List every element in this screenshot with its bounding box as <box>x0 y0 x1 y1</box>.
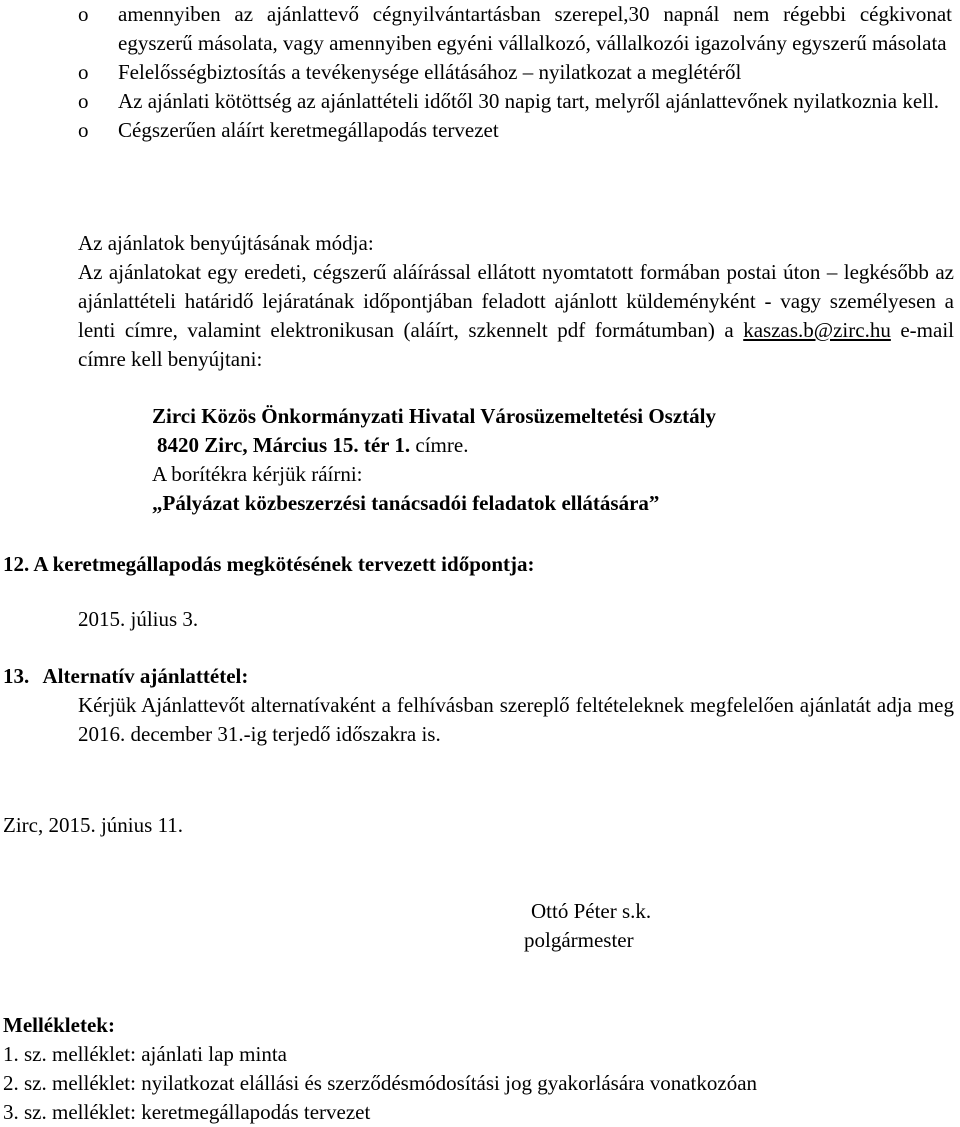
list-item-text: Felelősségbiztosítás a tevékenysége ellátásához – nyilatkozat a meglétéről <box>118 60 742 84</box>
envelope-text: „Pályázat közbeszerzési tanácsadói feladatok ellátására” <box>152 491 660 515</box>
requirements-list <box>0 0 960 145</box>
bullet-marker: o <box>78 60 89 84</box>
address-block <box>152 402 912 518</box>
list-item-text: amennyiben az ajánlattevő cégnyilvántartásban szerepel,30 napnál nem régebbi cégkivonat egyszerű másolata, vagy amennyiben egyéni vállalkozó, vállalkozói igazolvány egyszerű másolata <box>118 2 952 55</box>
office-address: 8420 Zirc, Március 15. tér 1. címre. <box>157 433 469 457</box>
list-item-text: Cégszerűen aláírt keretmegállapodás tervezet <box>118 118 499 142</box>
signatory-name: Ottó Péter s.k. <box>531 899 652 923</box>
list-item <box>0 116 960 145</box>
envelope-intro: A borítékra kérjük ráírni: <box>152 462 363 486</box>
bullet-marker: o <box>78 118 89 142</box>
attachment-item: 3. sz. melléklet: keretmegállapodás tervezet <box>3 1100 371 1124</box>
bullet-marker: o <box>78 89 89 113</box>
email-link[interactable]: kaszas.b@zirc.hu <box>743 318 891 342</box>
signatory-title: polgármester <box>524 928 634 952</box>
list-item <box>0 58 960 87</box>
attachment-item: 1. sz. melléklet: ajánlati lap minta <box>3 1042 287 1066</box>
section-12-heading: 12. A keretmegállapodás megkötésének tervezett időpontja: <box>3 552 535 576</box>
attachment-item: 2. sz. melléklet: nyilatkozat elállási és szerződésmódosítási jog gyakorlására vonatkozóan <box>3 1071 758 1095</box>
attachments-section <box>3 1011 953 1127</box>
section-12-date: 2015. július 3. <box>78 607 199 631</box>
list-item-text: Az ajánlati kötöttség az ajánlattételi időtől 30 napig tart, melyről ajánlattevőnek nyilatkoznia kell. <box>118 89 940 113</box>
submission-heading: Az ajánlatok benyújtásának módja: <box>78 231 374 255</box>
submission-section <box>78 229 954 374</box>
section-13-body: Kérjük Ajánlattevőt alternatívaként a felhívásban szereplő feltételeknek megfelelően ajánlatát adja meg 2016. december 31.-ig terjedő időszakra is. <box>78 693 954 746</box>
place-date: Zirc, 2015. június 11. <box>3 813 184 837</box>
section-13-heading: 13. Alternatív ajánlattétel: <box>3 664 249 688</box>
list-item <box>0 0 960 58</box>
bullet-marker: o <box>78 2 89 26</box>
attachments-heading: Mellékletek: <box>3 1013 115 1037</box>
list-item <box>0 87 960 116</box>
office-name: Zirci Közös Önkormányzati Hivatal Városüzemeltetési Osztály <box>152 404 717 428</box>
submission-body: Az ajánlatokat egy eredeti, cégszerű aláírással ellátott nyomtatott formában postai úton – legkésőbb az ajánlattételi határidő lejáratának időpontjában feladott ajánlott küldeményként - vagy személyesen a lenti címre, valamint elektronikusan (aláírt, szkennelt pdf formátumban) a kaszas.b@zirc.hu e-mail címre kell benyújtani: <box>78 260 954 371</box>
